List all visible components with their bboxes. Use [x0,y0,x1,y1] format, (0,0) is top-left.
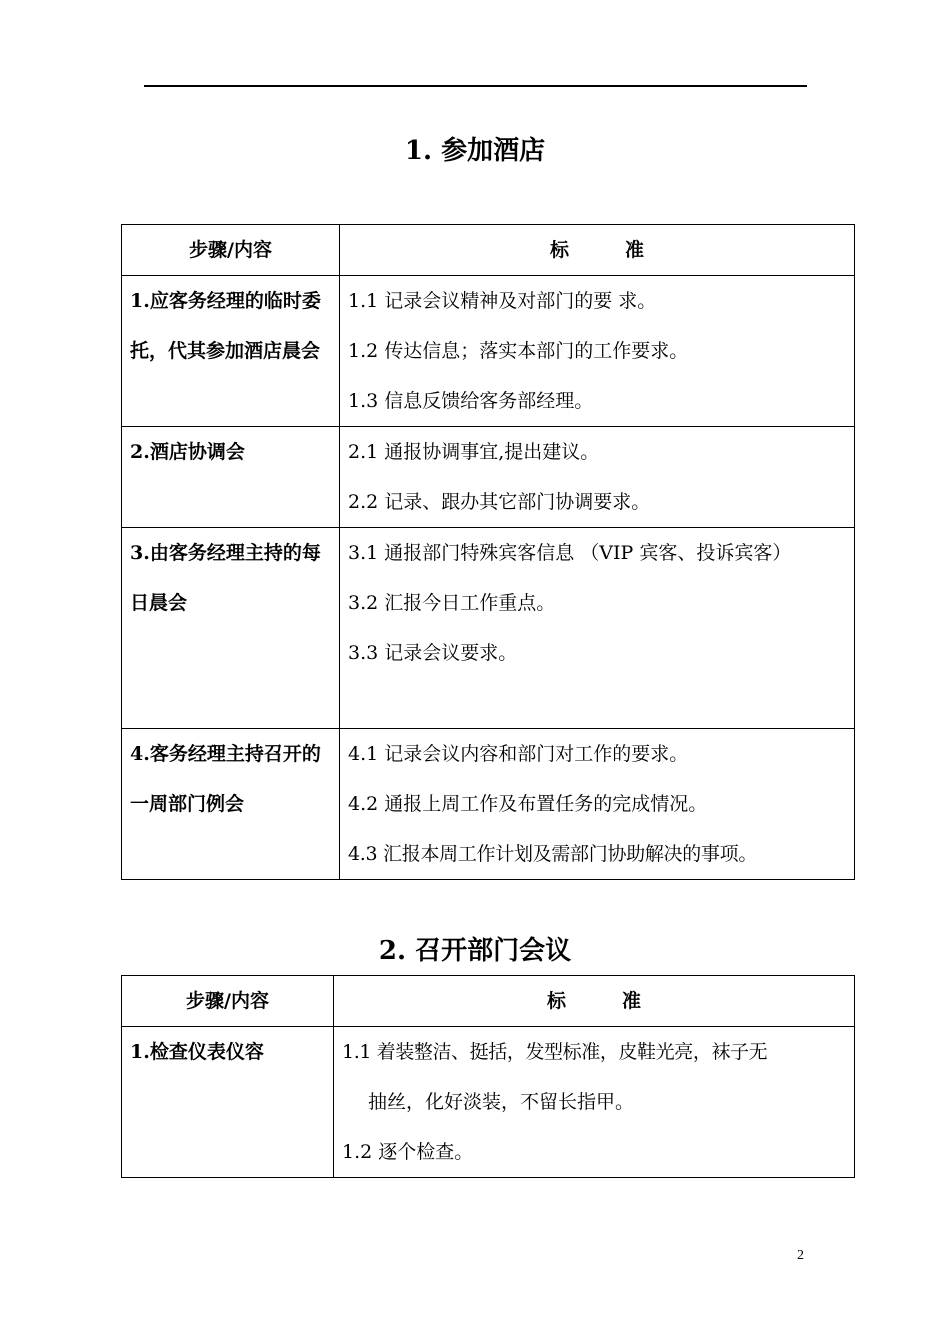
step-cell: 4.客务经理主持召开的一周部门例会 [122,729,340,880]
meeting-table-2 [121,975,855,1178]
standard-cell [340,427,855,528]
standard-item: 4.2 通报上周工作及布置任务的完成情况。 [348,793,708,815]
table-row [122,427,855,528]
page-number: 2 [797,1248,804,1263]
standard-cell [340,528,855,729]
table-row [122,1027,855,1178]
standard-item: 3.3 记录会议要求。 [348,642,518,664]
header-rule [144,85,807,87]
header-step: 步骤/内容 [122,225,340,276]
standard-item: 4.3 汇报本周工作计划及需部门协助解决的事项。 [348,843,758,865]
section-title-2: 2. 召开部门会议 [378,936,572,966]
standard-item-continued: 抽丝，化好淡装，不留长指甲。 [368,1091,635,1113]
standard-item: 2.1 通报协调事宜,提出建议。 [348,441,600,463]
standard-item: 1.2 逐个检查。 [342,1141,474,1163]
standard-cell [340,276,855,427]
header-step: 步骤/内容 [122,976,334,1027]
table-row [122,729,855,880]
header-standard [334,976,855,1027]
table-row [122,528,855,729]
header-standard-b: 准 [625,239,645,261]
standard-cell [340,729,855,880]
table-header-row [122,976,855,1027]
standard-item: 4.1 记录会议内容和部门对工作的要求。 [348,743,689,765]
standard-item: 1.1 着装整洁、挺括，发型标准，皮鞋光亮，袜子无 [342,1041,768,1063]
header-standard [340,225,855,276]
step-cell: 2.酒店协调会 [122,427,340,528]
standard-item: 3.2 汇报今日工作重点。 [348,592,556,614]
standard-item: 3.1 通报部门特殊宾客信息 （VIP 宾客、投诉宾客） [348,542,792,564]
step-cell: 1.应客务经理的临时委托，代其参加酒店晨会 [122,276,340,427]
header-standard-b: 准 [622,990,642,1012]
standard-item: 2.2 记录、跟办其它部门协调要求。 [348,491,651,513]
header-standard-a: 标 [546,990,566,1012]
standard-item: 1.1 记录会议精神及对部门的要 求。 [348,290,657,312]
standard-item: 1.3 信息反馈给客务部经理。 [348,390,594,412]
header-standard-a: 标 [549,239,569,261]
section-title-1: 1. 参加酒店 [404,136,546,166]
table-header-row [122,225,855,276]
step-cell: 1.检查仪表仪容 [122,1027,334,1178]
standard-item: 1.2 传达信息；落实本部门的工作要求。 [348,340,689,362]
step-cell: 3.由客务经理主持的每日晨会 [122,528,340,729]
standard-cell [334,1027,855,1178]
table-row [122,276,855,427]
meeting-table-1 [121,224,855,880]
